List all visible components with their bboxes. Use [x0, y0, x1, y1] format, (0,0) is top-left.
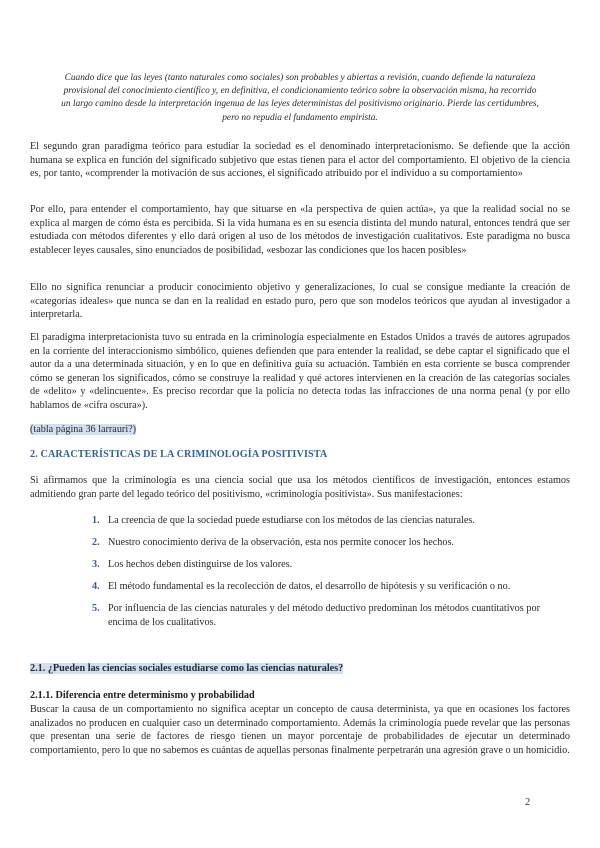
list-text: Nuestro conocimiento deriva de la observación, esta nos permite conocer los hechos.: [108, 537, 454, 548]
list-number: 1.: [92, 515, 100, 526]
paragraph-interpretacionismo: El segundo gran paradigma teórico para estudiar la sociedad es el denominado interpretacionismo. Se defiende que la acción humana se explica en función del significado subjetivo que estas tienen para el actor del comportamiento. El objetivo de la ciencia es, por tanto, «comprender la motivación de sus acciones, el significado atribuido por el individuo a su comportamiento»: [30, 141, 570, 180]
page-number: 2: [525, 797, 531, 808]
paragraph-perspectiva: Por ello, para entender el comportamiento, hay que situarse en «la perspectiva de quien actúa», ya que la realidad social no se explica al margen de cómo ésta es percibida. Si la vida humana es en su esencia distinta del mundo natural, entonces tendrá que ser estudiada con métodos diferentes y ello dará origen al uso de los métodos de investigación cualitativos. Este paradigma no busca establecer leyes causales, sino enunciados de posibilidad, «esbozar las condiciones que los hacen posibles»: [30, 204, 570, 256]
list-number: 5.: [92, 603, 100, 614]
paragraph-interaccionismo: El paradigma interpretacionista tuvo su entrada en la criminología especialmente en Estados Unidos a través de autores agrupados en la corriente del interaccionismo simbólico, quienes defienden que para entender la realidad, se debe captar el significado que el autor da a una determinada situación, y en lo que en definitiva guía su actuación. También en esta corriente se busca comprender cómo se generan los significados, cómo se construye la realidad y qué actores intervienen en la creación de las categorías sociales de «delito» y «delincuente». Es preciso recordar que la policía no detecta todas las infracciones de una norma penal (y por ello hablamos de «cifra oscura»).: [30, 332, 570, 411]
list-item: [92, 536, 540, 550]
paragraph-categorias-ideales: Ello no significa renunciar a producir conocimiento objetivo y generalizaciones, lo cual se consigue mediante la creación de «categorías ideales» que nunca se dan en la realidad en estado puro, pero que son modelos teóricos que ayudan al investigador a interpretarla.: [30, 282, 570, 321]
section-2-intro: Si afirmamos que la criminología es una ciencia social que usa los métodos científicos de investigación, entonces estamos admitiendo gran parte del legado teórico del positivismo, «criminología positivista». Sus manifestaciones:: [30, 475, 570, 500]
section-2-1-heading: 2.1. ¿Pueden las ciencias sociales estudiarse como las ciencias naturales?: [30, 663, 344, 674]
table-note: [30, 423, 136, 437]
list-number: 2.: [92, 537, 100, 548]
list-item: [92, 602, 540, 629]
list-item: [92, 580, 540, 594]
list-text: Por influencia de las ciencias naturales y del método deductivo predominan los métodos cuantitativos por encima de los cualitativos.: [108, 603, 540, 628]
list-number: 3.: [92, 559, 100, 570]
section-2-1-1-text: Buscar la causa de un comportamiento no significa aceptar un concepto de causa determinista, ya que en ocasiones los factores analizados no producen en cualquier caso un determinado comportamiento. Además la criminología puede revelar que las personas que presentan una serie de factores de riesgo tienen un mayor porcentaje de probabilidades de ejecutar un determinado comportamiento, pero lo que no sabemos es cuántas de aquellas personas finalmente perpetrarán una agresión grave o un homicidio.: [30, 704, 570, 756]
list-number: 4.: [92, 581, 100, 592]
section-2-heading: 2. CARACTERÍSTICAS DE LA CRIMINOLOGÍA POSITIVISTA: [30, 449, 328, 460]
section-2-1-1-heading: 2.1.1. Diferencia entre determinismo y probabilidad: [30, 690, 255, 701]
italic-quote: Cuando dice que las leyes (tanto naturales como sociales) son probables y abiertas a revisión, cuando defiende la naturaleza provisional del conocimiento científico y, en definitiva, el condicionamiento teórico sobre la observación misma, ha recorrido un largo camino desde la interpretación ingenua de las leyes deterministas del positivismo originario. Pierde las certidumbres, pero no repudia el fundamento empirista.: [61, 73, 539, 123]
table-note-highlight: (tabla página 36 larrauri?): [30, 424, 137, 435]
list-item: [92, 514, 540, 528]
list-text: La creencia de que la sociedad puede estudiarse con los métodos de las ciencias naturales.: [108, 515, 475, 526]
list-text: El método fundamental es la recolección de datos, el desarrollo de hipótesis y su verificación o no.: [108, 581, 511, 592]
list-item: [92, 558, 540, 572]
section-2-1-heading-line: [30, 662, 343, 676]
list-text: Los hechos deben distinguirse de los valores.: [108, 559, 293, 570]
